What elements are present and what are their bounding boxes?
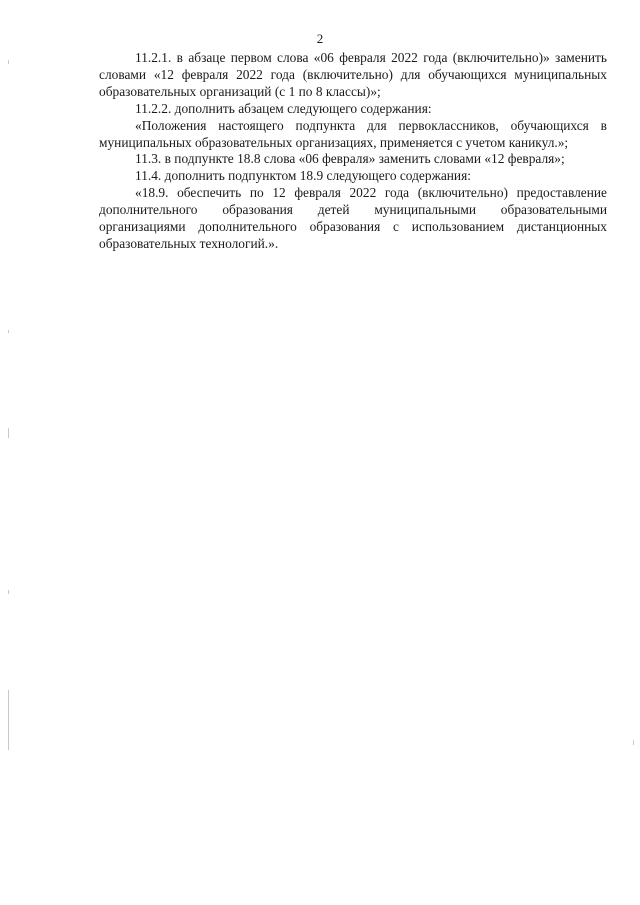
document-body: [99, 50, 607, 253]
paragraph-18-9: «18.9. обеспечить по 12 февраля 2022 года (включительно) предоставление дополнительного образования детей муниципальными образовательными организациями дополнительного образования с использованием дистанционных образовательных технологий.».: [99, 185, 607, 251]
scan-artifact: [8, 330, 9, 333]
scan-artifact: [8, 428, 9, 438]
paragraph-11-3: 11.3. в подпункте 18.8 слова «06 февраля» заменить словами «12 февраля»;: [135, 151, 565, 167]
paragraph-11-2-1: 11.2.1. в абзаце первом слова «06 февраля 2022 года (включительно)» заменить словами «12 февраля 2022 года (включительно) для обучающихся муниципальных образовательных организаций (с 1 по 8 классы)»;: [99, 50, 607, 99]
paragraph-11-4: 11.4. дополнить подпунктом 18.9 следующего содержания:: [135, 168, 471, 184]
paragraph-quote-first-graders: «Положения настоящего подпункта для первоклассников, обучающихся в муниципальных образовательных организациях, применяется с учетом каникул.»;: [99, 117, 607, 150]
paragraph-11-2-2: 11.2.2. дополнить абзацем следующего содержания:: [135, 100, 432, 116]
scan-artifact: [8, 590, 9, 594]
scan-artifact: [8, 60, 9, 64]
scan-artifact: [633, 740, 634, 745]
page-number: 2: [316, 31, 324, 46]
scan-artifact: [8, 690, 9, 750]
